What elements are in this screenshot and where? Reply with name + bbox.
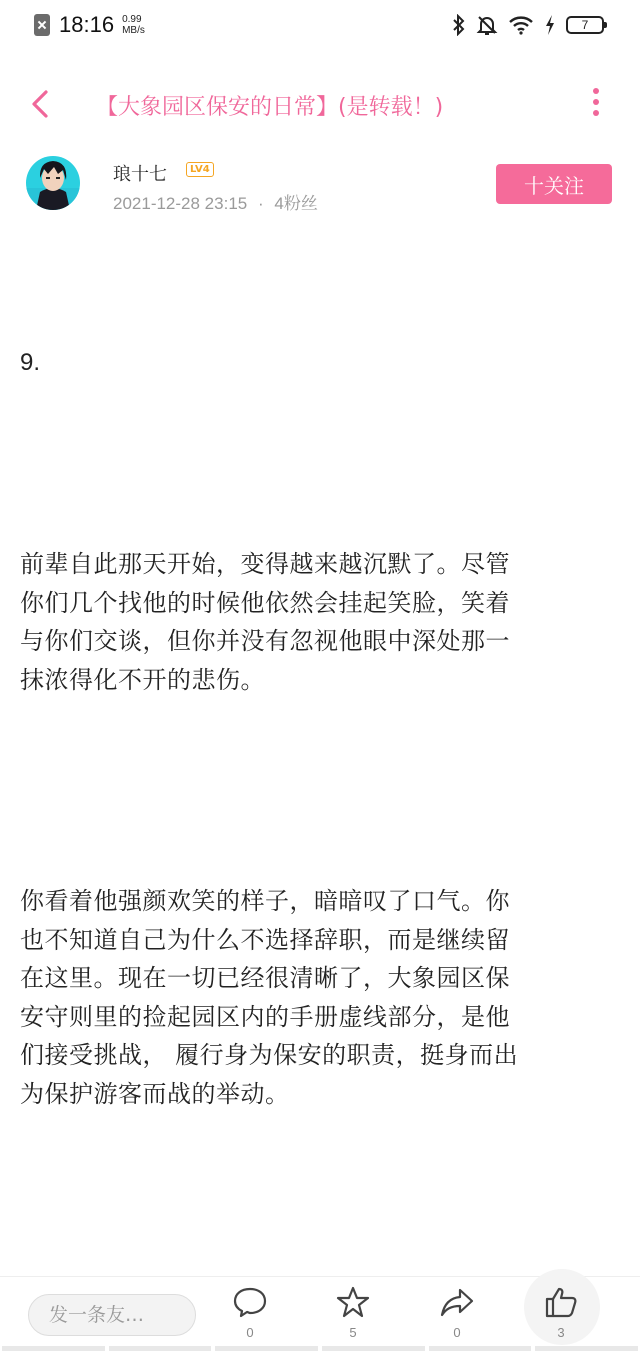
article-paragraph-2 <box>20 882 610 1113</box>
charging-icon <box>544 14 556 36</box>
clock: 18:16 <box>59 12 115 37</box>
back-arrow-icon <box>24 84 64 124</box>
article-paragraph-1 <box>20 545 610 699</box>
bottom-action-bar <box>0 1276 640 1351</box>
article-line: 也不知道自己为什么不选择辞职，而是继续留 <box>20 925 510 954</box>
share-button[interactable] <box>427 1285 487 1349</box>
comment-input[interactable]: 发一条友… <box>28 1294 196 1336</box>
network-speed-value: 0.99 <box>122 14 142 25</box>
fans-count: 4粉丝 <box>274 194 318 213</box>
like-button[interactable] <box>531 1285 591 1349</box>
network-speed <box>122 14 145 36</box>
author-row <box>0 156 640 216</box>
favorites-count: 5 <box>349 1325 357 1340</box>
comments-count: 0 <box>246 1325 254 1340</box>
status-left <box>34 12 145 38</box>
likes-count: 3 <box>557 1325 565 1340</box>
article-line: 安守则里的捡起园区内的手册虚线部分，是他 <box>20 1002 510 1031</box>
article-line: 你看着他强颜欢笑的样子，暗暗叹了口气。你 <box>20 887 510 915</box>
status-bar <box>0 0 640 52</box>
battery-icon: 7 <box>566 16 604 34</box>
article-line: 前辈自此那天开始，变得越来越沉默了。尽管 <box>20 550 510 578</box>
wifi-icon <box>508 14 534 36</box>
post-date: 2021-12-28 23:15 <box>113 194 248 213</box>
more-vertical-icon <box>584 86 608 118</box>
bottom-divider <box>0 1346 640 1351</box>
shares-count: 0 <box>453 1325 461 1340</box>
article-line: 为保护游客而战的举动。 <box>20 1079 290 1108</box>
more-button[interactable] <box>584 86 608 118</box>
article-line: 在这里。现在一切已经很清晰了，大象园区保 <box>20 964 510 992</box>
comment-button[interactable] <box>220 1285 280 1349</box>
mute-bell-icon <box>476 14 498 36</box>
sim-blocked-icon <box>34 14 50 36</box>
page-title: 【大象园区保安的日常】(是转载！) <box>96 95 444 120</box>
thumbs-up-icon <box>543 1285 579 1319</box>
star-icon <box>335 1285 371 1319</box>
article-line: 们接受挑战， 履行身为保安的职责，挺身而出 <box>20 1041 519 1069</box>
favorite-button[interactable] <box>323 1285 383 1349</box>
bluetooth-icon <box>452 14 466 36</box>
status-right <box>452 14 604 36</box>
share-arrow-icon <box>439 1285 475 1319</box>
comment-bubble-icon <box>232 1285 268 1319</box>
author-name[interactable]: 琅十七 <box>113 164 167 185</box>
article-line: 与你们交谈，但你并没有忽视他眼中深处那一 <box>20 627 510 655</box>
meta-separator: · <box>257 194 264 213</box>
header <box>0 72 640 132</box>
avatar[interactable] <box>26 156 80 210</box>
back-button[interactable] <box>24 84 64 124</box>
author-meta <box>113 189 318 214</box>
section-number: 9. <box>20 349 41 376</box>
network-speed-unit: MB/s <box>122 25 145 36</box>
avatar-image <box>26 156 80 210</box>
article-line: 你们几个找他的时候他依然会挂起笑脸，笑着 <box>20 588 510 617</box>
level-badge: LV4 <box>186 162 214 177</box>
follow-button[interactable]: 十关注 <box>496 164 612 204</box>
article-line: 抹浓得化不开的悲伤。 <box>20 665 265 694</box>
